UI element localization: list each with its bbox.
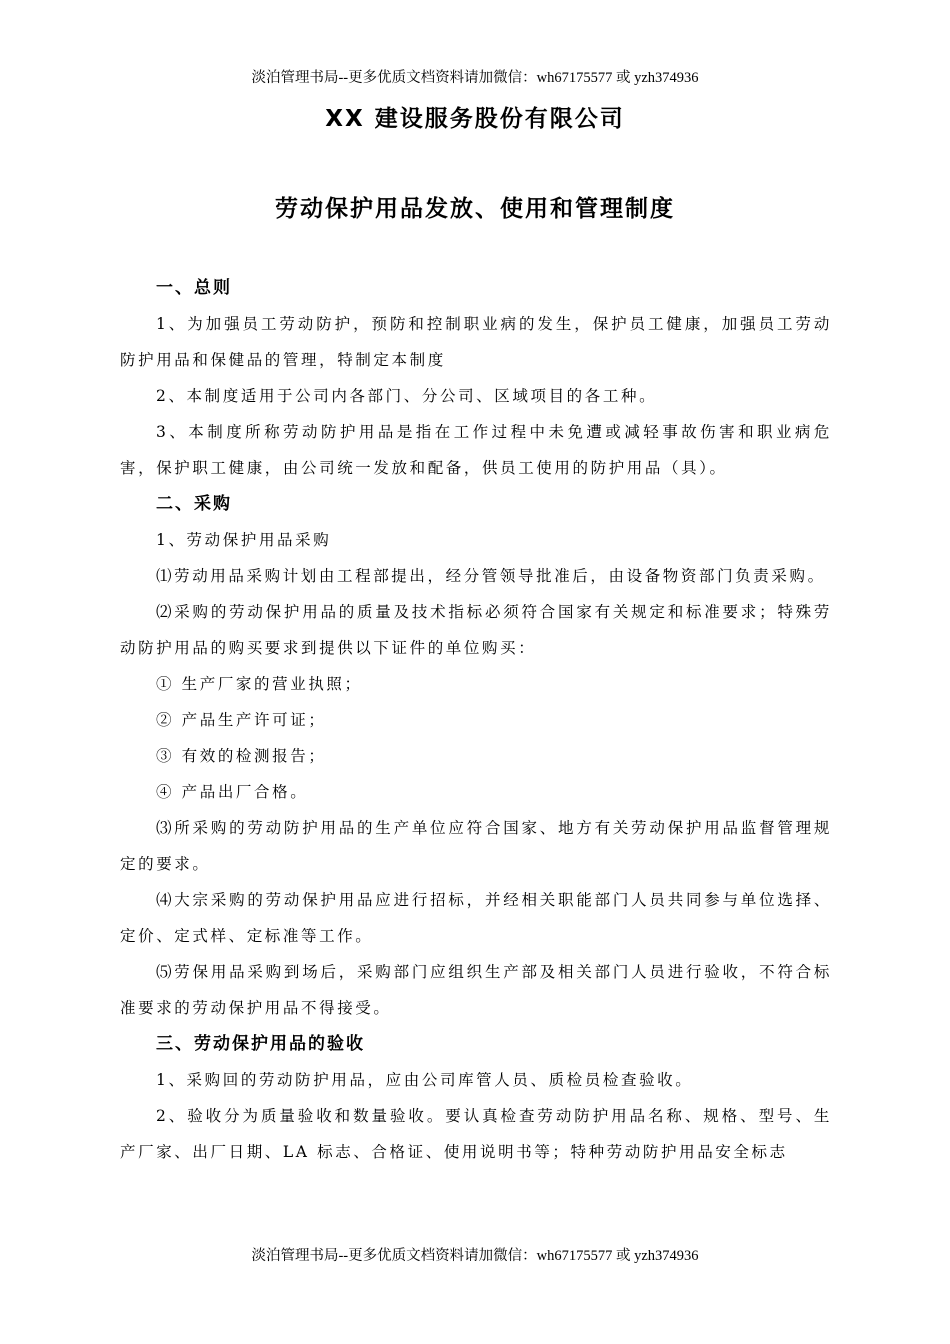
paragraph: 2、验收分为质量验收和数量验收。要认真检查劳动防护用品名称、规格、型号、生产厂家、出厂日期、LA 标志、合格证、使用说明书等；特种劳动防护用品安全标志 — [120, 1107, 832, 1161]
section-heading-procurement: 二、采购 — [156, 494, 232, 514]
list-item: ① 生产厂家的营业执照； — [156, 675, 363, 693]
paragraph: 1、劳动保护用品采购 — [156, 531, 332, 549]
document-body — [120, 270, 832, 1170]
section-heading-acceptance: 三、劳动保护用品的验收 — [156, 1034, 365, 1054]
paragraph: ⑷大宗采购的劳动保护用品应进行招标，并经相关职能部门人员共同参与单位选择、定价、定式样、定标准等工作。 — [120, 891, 832, 945]
paragraph: ⑵采购的劳动保护用品的质量及技术指标必须符合国家有关规定和标准要求；特殊劳动防护用品的购买要求到提供以下证件的单位购买： — [120, 603, 832, 657]
paragraph: ⑴劳动用品采购计划由工程部提出，经分管领导批准后，由设备物资部门负责采购。 — [156, 567, 826, 585]
paragraph: 1、为加强员工劳动防护，预防和控制职业病的发生，保护员工健康，加强员工劳动防护用品和保健品的管理，特制定本制度 — [120, 315, 832, 369]
paragraph: ⑶所采购的劳动防护用品的生产单位应符合国家、地方有关劳动保护用品监督管理规定的要求。 — [120, 819, 832, 873]
list-item: ② 产品生产许可证； — [156, 711, 327, 729]
paragraph: 3、本制度所称劳动防护用品是指在工作过程中未免遭或减轻事故伤害和职业病危害，保护职工健康，由公司统一发放和配备，供员工使用的防护用品（具）。 — [120, 423, 832, 477]
section-heading-general: 一、总则 — [156, 278, 232, 298]
document-title: 劳动保护用品发放、使用和管理制度 — [275, 196, 675, 222]
page-header: 淡泊管理书局--更多优质文档资料请加微信：wh67175577 或 yzh374936 — [251, 70, 699, 86]
page-footer: 淡泊管理书局--更多优质文档资料请加微信：wh67175577 或 yzh374936 — [251, 1248, 699, 1264]
list-item: ③ 有效的检测报告； — [156, 747, 327, 765]
list-item: ④ 产品出厂合格。 — [156, 783, 309, 801]
company-title: XX 建设服务股份有限公司 — [325, 106, 625, 132]
paragraph: ⑸劳保用品采购到场后，采购部门应组织生产部及相关部门人员进行验收，不符合标准要求的劳动保护用品不得接受。 — [120, 963, 832, 1017]
paragraph: 2、本制度适用于公司内各部门、分公司、区域项目的各工种。 — [156, 387, 658, 405]
paragraph: 1、采购回的劳动防护用品，应由公司库管人员、质检员检查验收。 — [156, 1071, 694, 1089]
